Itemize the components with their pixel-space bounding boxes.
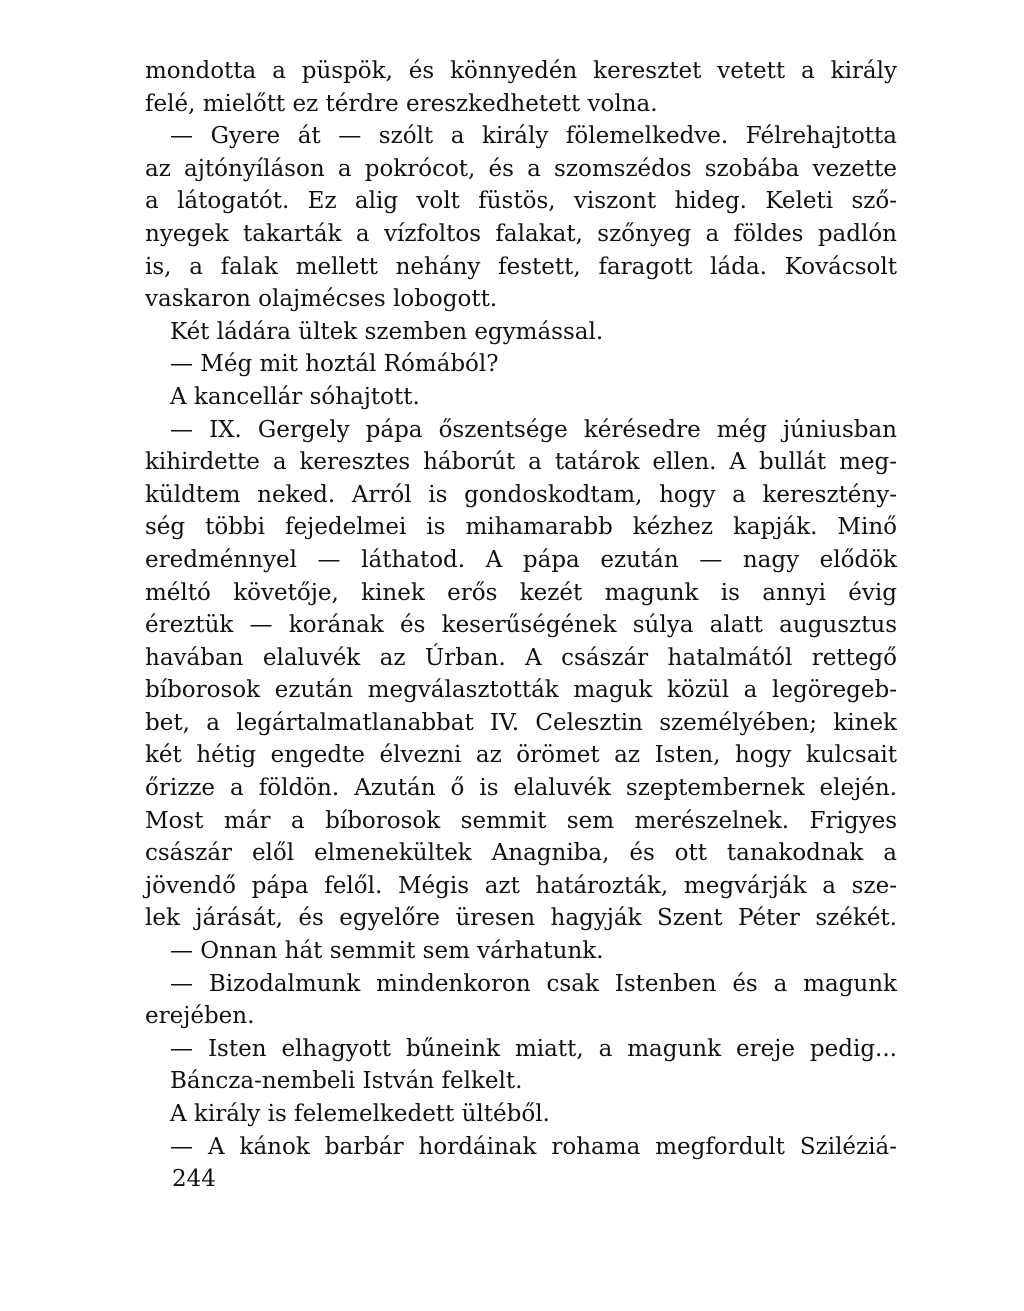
text-line: — IX. Gergely pápa őszentsége kérésedre még júniusban xyxy=(170,416,897,443)
text-line: két hétig engedte élvezni az örömet az Isten, hogy kulcsait xyxy=(145,742,897,769)
text-line: mondotta a püspök, és könnyedén keresztet vetett a király xyxy=(145,58,897,84)
text-line: — Még mit hoztál Rómából? xyxy=(170,351,499,378)
text-line: — Onnan hát semmit sem várhatunk. xyxy=(170,938,604,965)
text-line: eredménnyel — láthatod. A pápa ezután — nagy elődök xyxy=(145,546,897,573)
text-line: küldtem neked. Arról is gondoskodtam, hogy a keresztény- xyxy=(145,481,897,508)
text-line: havában elaluvék az Úrban. A császár hatalmától rettegő xyxy=(145,644,897,671)
text-line: az ajtónyíláson a pokrócot, és a szomszédos szobába vezette xyxy=(145,155,897,182)
text-line: erejében. xyxy=(145,1003,255,1030)
book-page-text xyxy=(145,55,897,1163)
text-line: bíborosok ezután megválasztották maguk közül a legöregeb- xyxy=(145,677,897,704)
text-line: nyegek takarták a vízfoltos falakat, szőnyeg a földes padlón xyxy=(145,220,897,247)
text-line: méltó követője, kinek erős kezét magunk is annyi évig xyxy=(145,579,897,606)
text-line: — A kánok barbár hordáinak rohama megfordult Sziléziá- xyxy=(170,1133,897,1160)
text-line: császár elől elmenekültek Anagniba, és ott tanakodnak a xyxy=(145,840,897,867)
text-line: A kancellár sóhajtott. xyxy=(170,383,420,410)
text-line: őrizze a földön. Azután ő is elaluvék szeptembernek elején. xyxy=(145,775,897,802)
text-line: a látogatót. Ez alig volt füstös, viszont hideg. Keleti sző- xyxy=(145,188,897,215)
text-line: kihirdette a keresztes háborút a tatárok ellen. A bullát meg- xyxy=(145,449,897,476)
text-line: — Gyere át — szólt a király fölemelkedve. Félrehajtotta xyxy=(170,123,897,150)
text-line: Két ládára ültek szemben egymással. xyxy=(170,318,604,345)
text-line: vaskaron olajmécses lobogott. xyxy=(145,286,498,313)
text-line: is, a falak mellett nehány festett, faragott láda. Kovácsolt xyxy=(145,253,897,280)
text-line: ség többi fejedelmei is mihamarabb kézhez kapják. Minő xyxy=(145,514,897,541)
page-number: 244 xyxy=(172,1166,216,1192)
text-line: lek járását, és egyelőre üresen hagyják Szent Péter székét. xyxy=(145,905,897,932)
text-line: jövendő pápa felől. Mégis azt határozták, megvárják a sze- xyxy=(145,872,897,899)
text-line: — Bizodalmunk mindenkoron csak Istenben és a magunk xyxy=(170,970,897,997)
text-line: felé, mielőtt ez térdre ereszkedhetett volna. xyxy=(145,90,658,117)
text-line: A király is felemelkedett ültéből. xyxy=(170,1101,550,1127)
text-line: éreztük — korának és keserűségének súlya alatt augusztus xyxy=(145,612,897,639)
text-line: Most már a bíborosok semmit sem merészelnek. Frigyes xyxy=(145,807,897,834)
text-line: — Isten elhagyott bűneink miatt, a magunk ereje pedig... xyxy=(170,1035,897,1062)
text-line: Báncza-nembeli István felkelt. xyxy=(170,1068,523,1095)
text-line: bet, a legártalmatlanabbat IV. Celesztin személyében; kinek xyxy=(145,709,897,736)
